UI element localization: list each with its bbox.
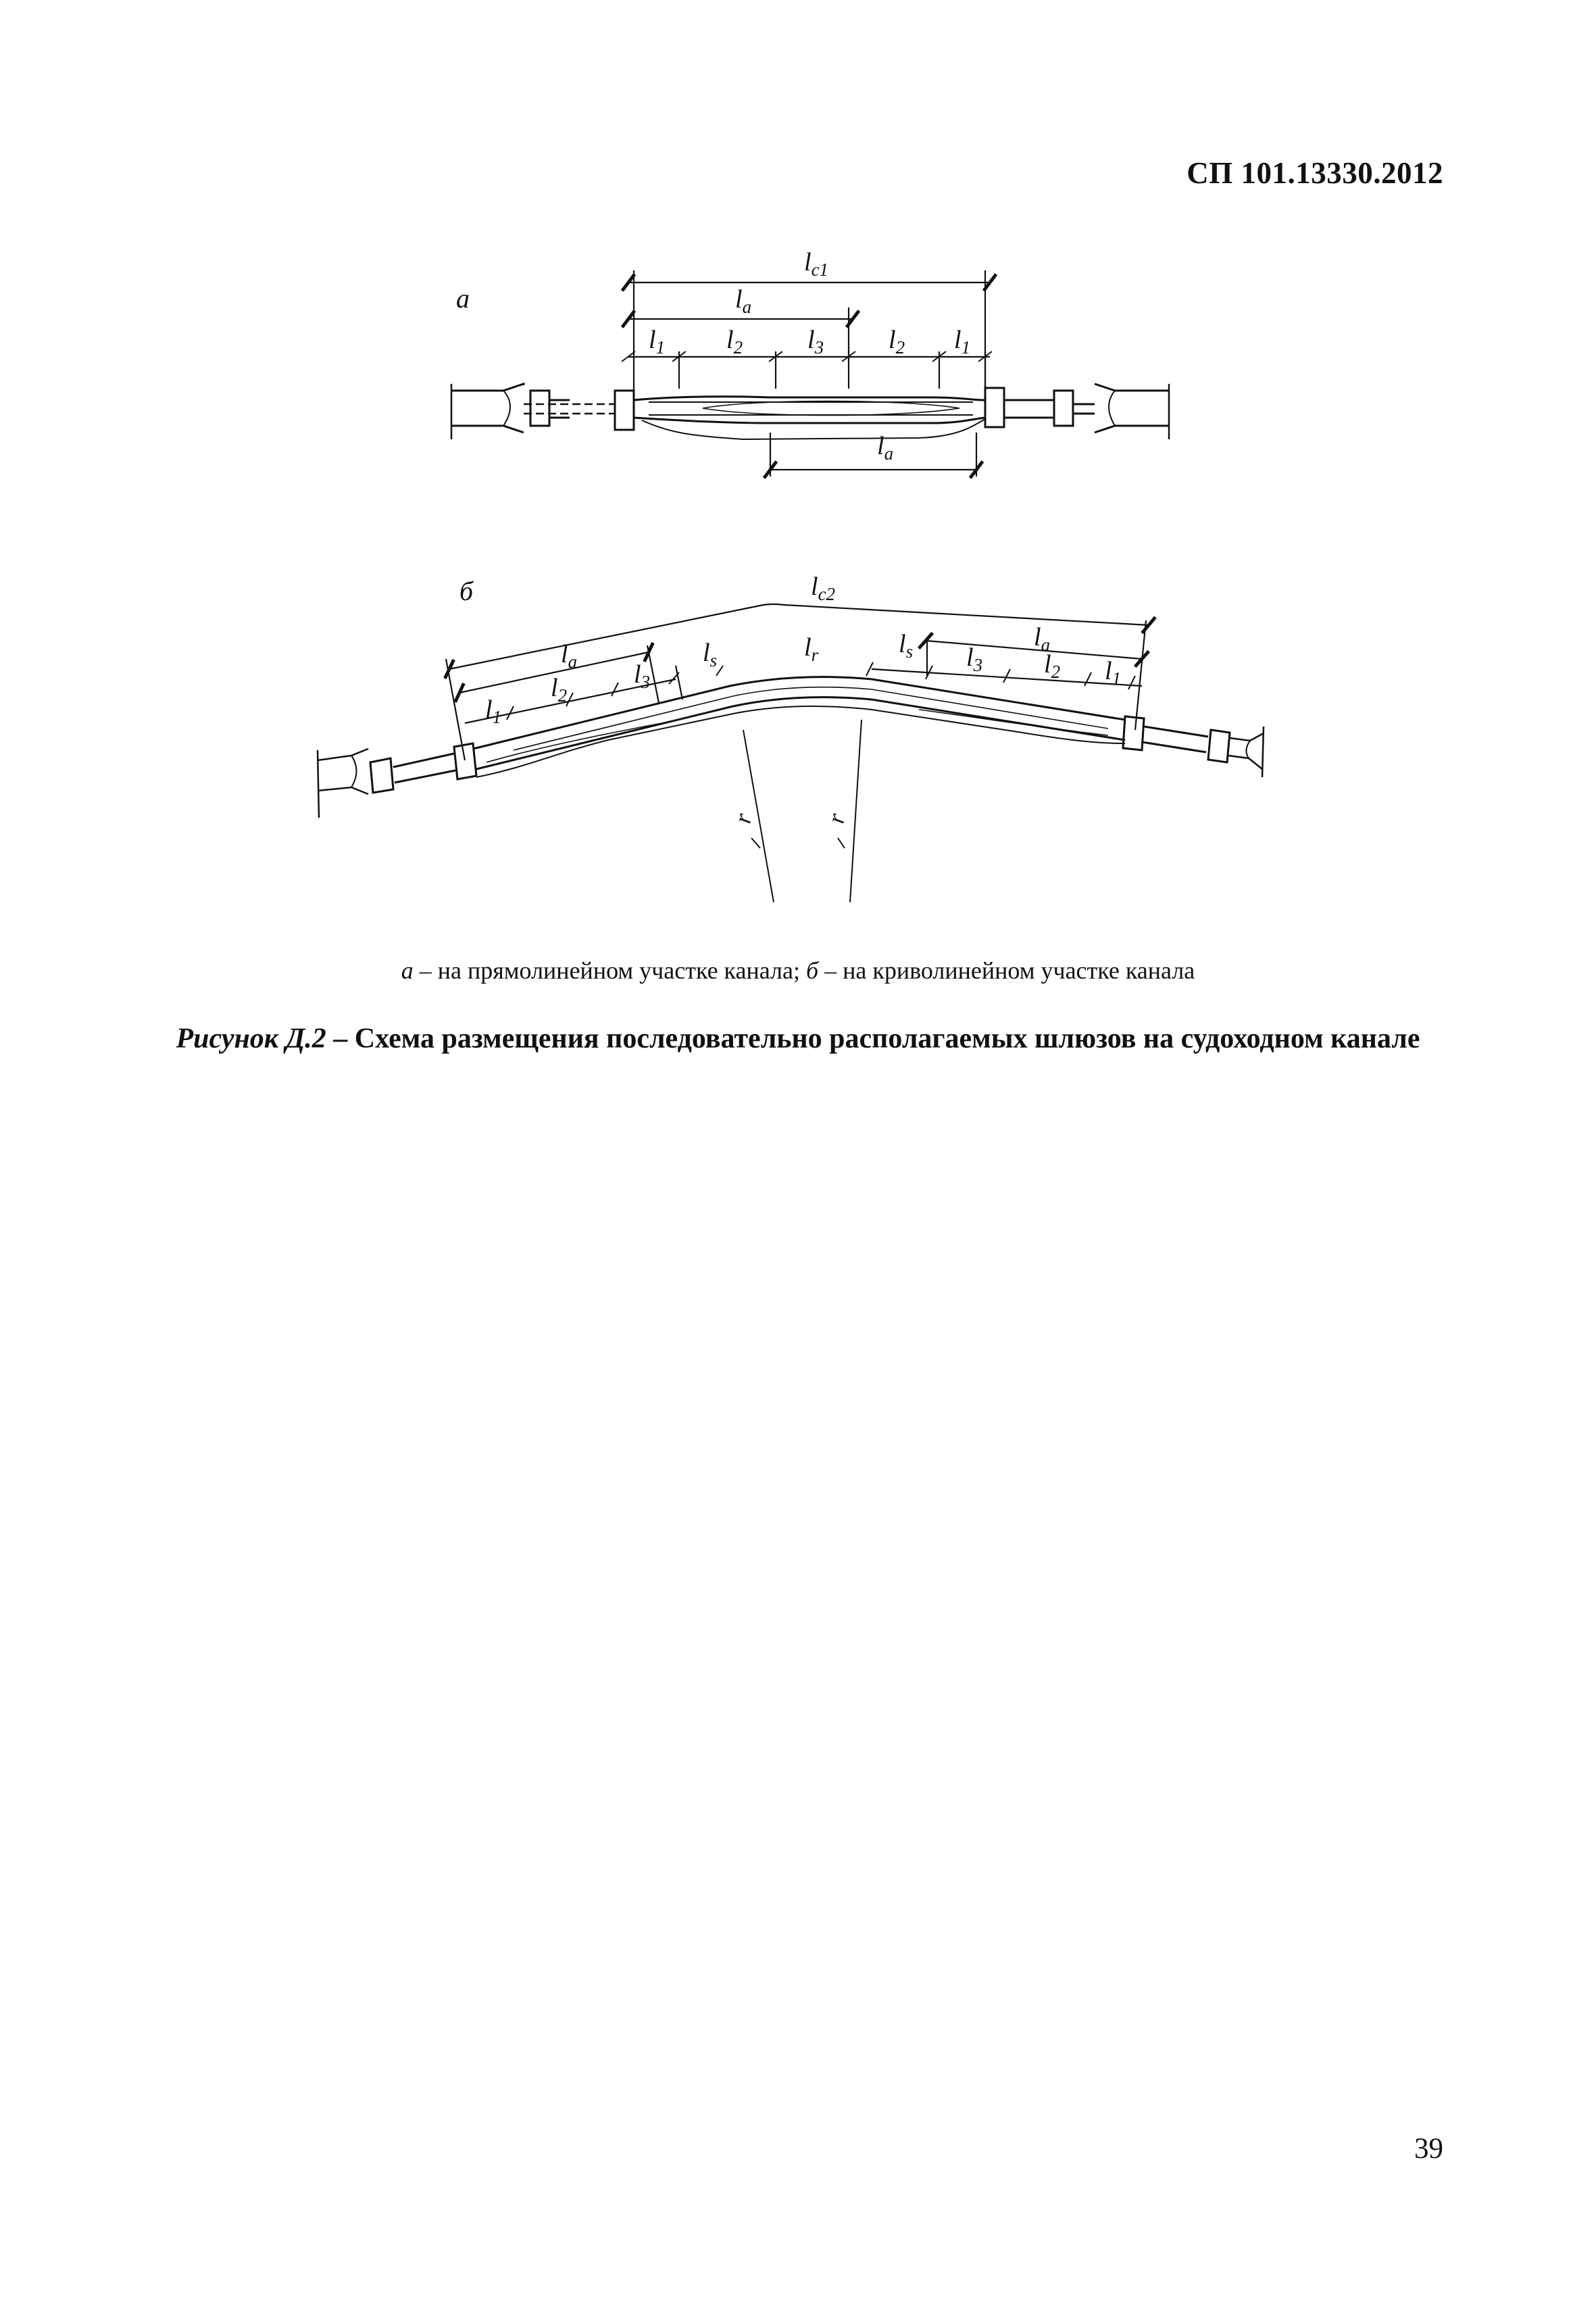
- label-lc1: $l_{c1}$: [804, 248, 829, 280]
- label-l2-right: $l_2$: [889, 326, 905, 358]
- dimension-extension-lines: [634, 270, 985, 476]
- label-l2-left-b: $l_2$: [551, 674, 568, 706]
- label-l3-right-b: $l_3$: [966, 643, 983, 675]
- label-la-left: $l_a$: [561, 640, 578, 672]
- figure-number: Рисунок Д.2: [176, 1023, 326, 1054]
- label-l2-left: $l_2$: [726, 326, 743, 358]
- canal-straight: [451, 384, 1169, 439]
- figure-a: [451, 248, 1169, 476]
- label-la-bottom: $l_a$: [877, 432, 894, 464]
- label-l3: $l_3$: [807, 326, 824, 358]
- page-number: 39: [1414, 2133, 1443, 2165]
- label-lc2: $l_{c2}$: [811, 572, 836, 604]
- label-r-right: r: [822, 811, 851, 826]
- radius-lines: [743, 720, 862, 902]
- label-l3-left-b: $l_3$: [634, 660, 651, 692]
- label-la-right: $l_a$: [1034, 623, 1051, 655]
- figure-d2-svg: [0, 0, 1596, 946]
- canal-curved: [318, 677, 1264, 818]
- label-l1-left: $l_1$: [649, 326, 666, 358]
- label-lr: $l_r$: [804, 633, 819, 665]
- caption-text-b: – на криволинейном участке канала: [818, 957, 1195, 984]
- figure-title-text: – Схема размещения последовательно располагаемых шлюзов на судоходном канале: [326, 1023, 1420, 1054]
- document-code: СП 101.13330.2012: [1187, 156, 1443, 190]
- label-ls-right: $l_s$: [899, 630, 914, 662]
- label-l2-right-b: $l_2$: [1044, 650, 1061, 682]
- label-l1-left-b: $l_1$: [485, 695, 502, 727]
- label-ls-left: $l_s$: [703, 639, 718, 670]
- label-l1-right: $l_1$: [954, 326, 971, 358]
- figure-d2: [0, 0, 1596, 946]
- caption-marker-b: б: [805, 957, 819, 984]
- dimension-labels: [649, 248, 970, 464]
- label-la-top: $l_a$: [735, 285, 752, 317]
- panel-label-a: а: [456, 283, 470, 314]
- caption-text-a: – на прямолинейном участке канала;: [413, 957, 806, 984]
- figure-title: [162, 1020, 1434, 1058]
- dimension-lines: [622, 282, 992, 470]
- caption-marker-a: а: [401, 957, 414, 984]
- figure-b: [318, 572, 1264, 902]
- label-r-left: r: [728, 811, 757, 826]
- figure-caption: [0, 956, 1596, 985]
- panel-label-b: б: [459, 576, 474, 606]
- label-l1-right-b: $l_1$: [1105, 657, 1122, 689]
